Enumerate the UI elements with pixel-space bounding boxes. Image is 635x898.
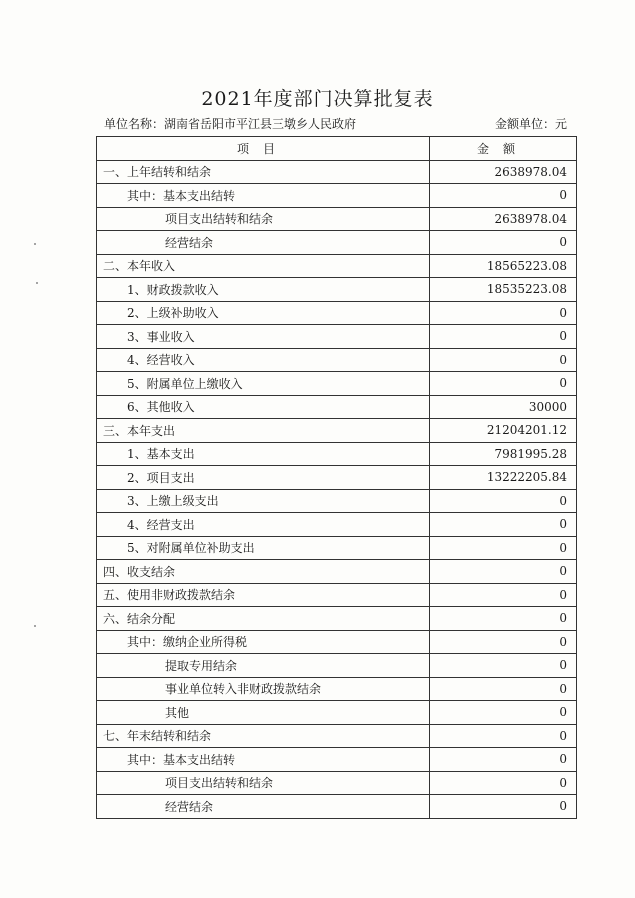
table-row xyxy=(97,395,577,419)
row-label: 二、本年收入 xyxy=(97,254,430,278)
row-amount: 0 xyxy=(430,677,577,701)
row-label: 4、经营收入 xyxy=(97,348,430,372)
row-label: 3、事业收入 xyxy=(97,325,430,349)
table-row xyxy=(97,513,577,537)
row-label: 事业单位转入非财政拨款结余 xyxy=(97,677,430,701)
scan-speck xyxy=(36,282,38,284)
row-amount: 0 xyxy=(430,771,577,795)
budget-table xyxy=(96,136,577,819)
table-row xyxy=(97,489,577,513)
row-label: 其中：基本支出结转 xyxy=(97,184,430,208)
row-amount: 0 xyxy=(430,231,577,255)
scan-speck xyxy=(34,625,36,627)
table-row xyxy=(97,630,577,654)
row-label: 2、上级补助收入 xyxy=(97,301,430,325)
row-label: 七、年末结转和结余 xyxy=(97,724,430,748)
row-label: 4、经营支出 xyxy=(97,513,430,537)
table-row xyxy=(97,184,577,208)
row-amount: 0 xyxy=(430,513,577,537)
table-row xyxy=(97,231,577,255)
header-item: 项目 xyxy=(97,137,430,161)
row-label: 5、对附属单位补助支出 xyxy=(97,536,430,560)
table-row xyxy=(97,771,577,795)
table-row xyxy=(97,278,577,302)
row-amount: 21204201.12 xyxy=(430,419,577,443)
table-row xyxy=(97,348,577,372)
row-label: 项目支出结转和结余 xyxy=(97,771,430,795)
table-row xyxy=(97,583,577,607)
table-row xyxy=(97,254,577,278)
row-amount: 0 xyxy=(430,630,577,654)
row-amount: 0 xyxy=(430,583,577,607)
row-amount: 0 xyxy=(430,489,577,513)
row-label: 6、其他收入 xyxy=(97,395,430,419)
amount-unit: 金额单位：元 xyxy=(494,117,567,131)
table-row xyxy=(97,724,577,748)
row-label: 项目支出结转和结余 xyxy=(97,207,430,231)
row-amount: 30000 xyxy=(430,395,577,419)
table-row xyxy=(97,301,577,325)
row-amount: 13222205.84 xyxy=(430,466,577,490)
table-row xyxy=(97,442,577,466)
row-amount: 18565223.08 xyxy=(430,254,577,278)
row-amount: 0 xyxy=(430,560,577,584)
row-amount: 0 xyxy=(430,701,577,725)
row-amount: 0 xyxy=(430,348,577,372)
table-row xyxy=(97,795,577,819)
row-label: 提取专用结余 xyxy=(97,654,430,678)
table-row xyxy=(97,607,577,631)
row-amount: 0 xyxy=(430,795,577,819)
row-amount: 0 xyxy=(430,301,577,325)
row-label: 其他 xyxy=(97,701,430,725)
row-label: 1、财政拨款收入 xyxy=(97,278,430,302)
row-label: 六、结余分配 xyxy=(97,607,430,631)
row-label: 一、上年结转和结余 xyxy=(97,160,430,184)
row-amount: 0 xyxy=(430,724,577,748)
table-row xyxy=(97,560,577,584)
row-amount: 0 xyxy=(430,536,577,560)
row-amount: 0 xyxy=(430,184,577,208)
row-label: 5、附属单位上缴收入 xyxy=(97,372,430,396)
row-amount: 7981995.28 xyxy=(430,442,577,466)
table-row xyxy=(97,748,577,772)
row-amount: 2638978.04 xyxy=(430,160,577,184)
row-label: 其中：缴纳企业所得税 xyxy=(97,630,430,654)
row-label: 五、使用非财政拨款结余 xyxy=(97,583,430,607)
document-title: 2021年度部门决算批复表 xyxy=(201,88,434,110)
row-amount: 0 xyxy=(430,654,577,678)
header-amount: 金额 xyxy=(430,137,577,161)
row-amount: 18535223.08 xyxy=(430,278,577,302)
table-body xyxy=(97,160,577,818)
table-header-row xyxy=(97,137,577,161)
table-row xyxy=(97,701,577,725)
row-label: 1、基本支出 xyxy=(97,442,430,466)
row-label: 经营结余 xyxy=(97,231,430,255)
row-amount: 2638978.04 xyxy=(430,207,577,231)
scan-speck xyxy=(34,243,36,245)
unit-name: 单位名称：湖南省岳阳市平江县三墩乡人民政府 xyxy=(104,117,357,131)
table-row xyxy=(97,160,577,184)
row-amount: 0 xyxy=(430,748,577,772)
table-row xyxy=(97,536,577,560)
row-amount: 0 xyxy=(430,325,577,349)
table-row xyxy=(97,372,577,396)
table-row xyxy=(97,419,577,443)
table-row xyxy=(97,654,577,678)
row-label: 2、项目支出 xyxy=(97,466,430,490)
table-row xyxy=(97,325,577,349)
row-label: 三、本年支出 xyxy=(97,419,430,443)
table-row xyxy=(97,466,577,490)
row-label: 四、收支结余 xyxy=(97,560,430,584)
row-label: 经营结余 xyxy=(97,795,430,819)
row-amount: 0 xyxy=(430,372,577,396)
table-row xyxy=(97,677,577,701)
table-row xyxy=(97,207,577,231)
row-label: 其中：基本支出结转 xyxy=(97,748,430,772)
row-label: 3、上缴上级支出 xyxy=(97,489,430,513)
row-amount: 0 xyxy=(430,607,577,631)
